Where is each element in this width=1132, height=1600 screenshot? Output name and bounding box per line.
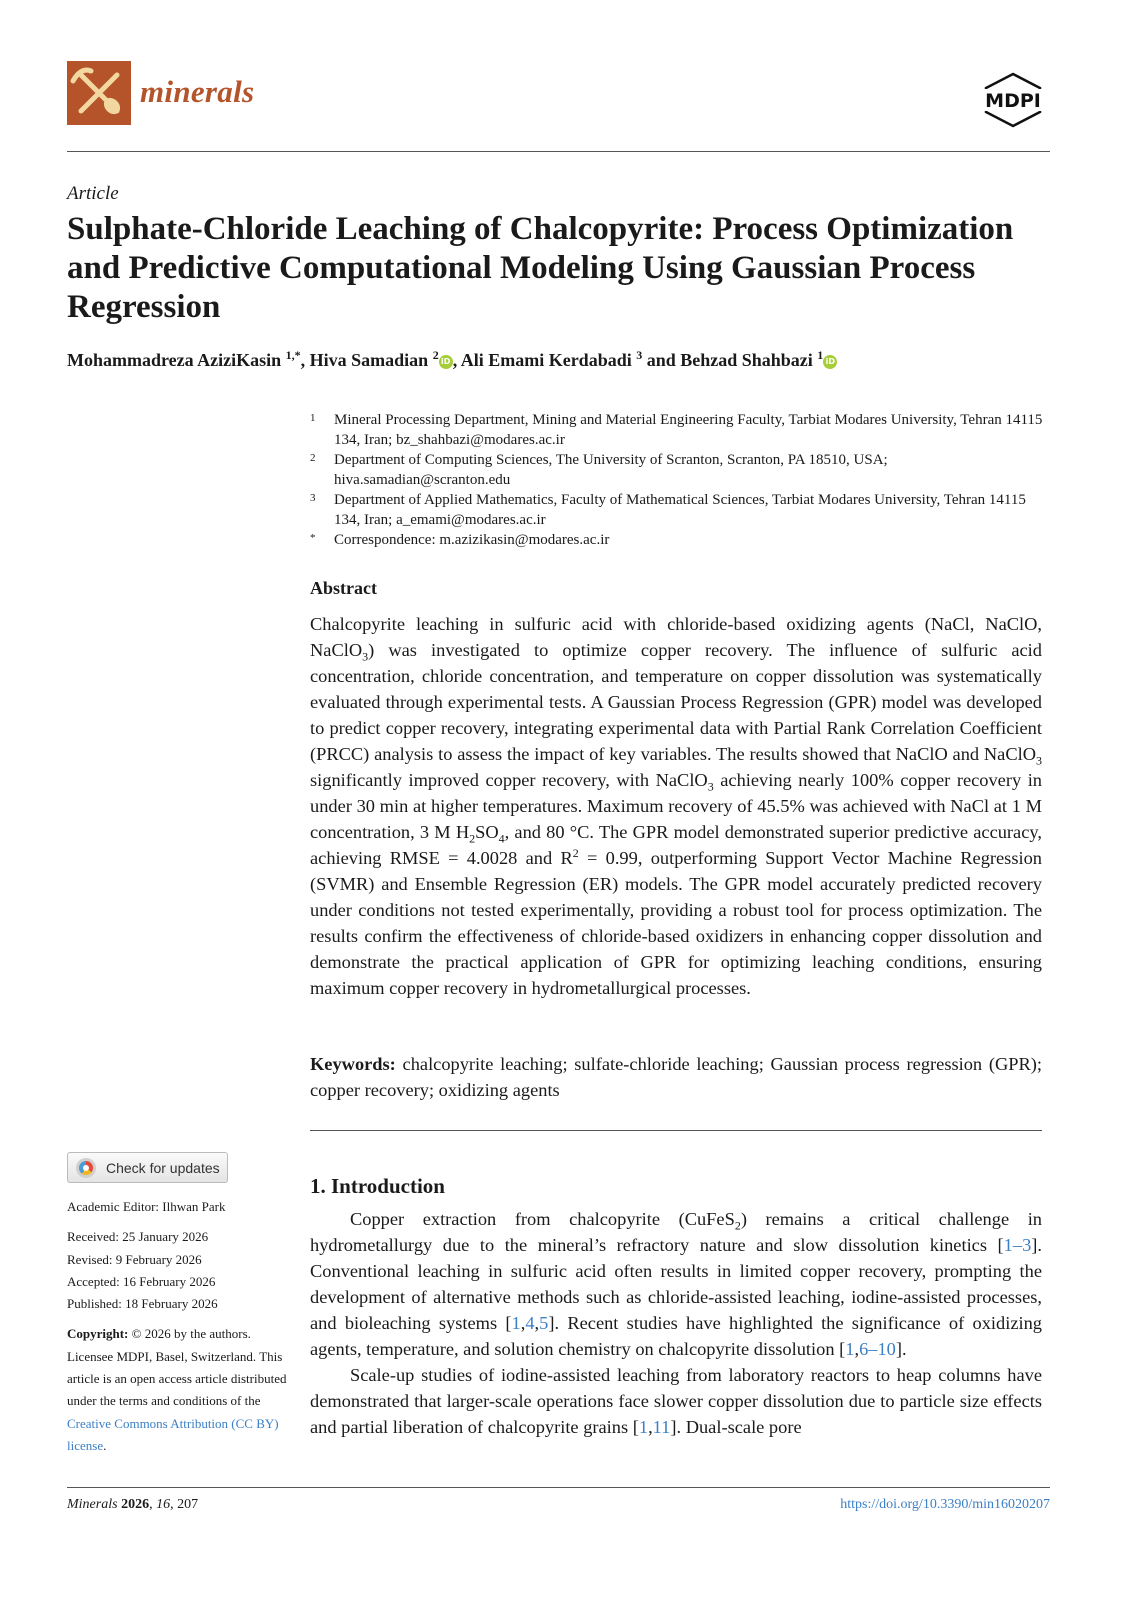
abstract-body [310, 611, 1042, 1001]
affiliation-item [310, 530, 1050, 550]
abstract-text: , and 80 °C. The GPR model demonstrated superior predictive accuracy, achieving RMSE = 4.0028 and R [310, 822, 1042, 868]
footer-journal: Minerals [67, 1497, 118, 1512]
copyright-text: © 2026 by the authors. Licensee MDPI, Basel, Switzerland. This article is an open access article distributed under the terms and conditions of the [67, 1326, 287, 1409]
correspondence-text: Correspondence: m.azizikasin@modares.ac.ir [334, 532, 610, 548]
subscript: 2 [469, 831, 476, 846]
keywords-label: Keywords: [310, 1054, 396, 1074]
citation-link[interactable]: 6–10 [859, 1339, 896, 1359]
body-text: ]. Recent studies have highlighted the significance of oxidizing agents, temperature, and solution chemistry on chalcopyrite dissolution [ [310, 1313, 1042, 1359]
affiliation-text: Department of Applied Mathematics, Faculty of Mathematical Sciences, Tarbiat Modares University, Tehran 14115 134, Iran; a_emami@modares.ac.ir [334, 492, 1026, 528]
doi-link[interactable]: https://doi.org/10.3390/min16020207 [840, 1497, 1050, 1512]
check-for-updates-label: Check for updates [106, 1159, 220, 1176]
orcid-icon[interactable]: iD [439, 355, 453, 369]
revised-date: Revised: 9 February 2026 [67, 1251, 202, 1267]
license-link[interactable]: Creative Commons Attribution (CC BY) license [67, 1415, 279, 1453]
body-text: , [854, 1339, 860, 1359]
check-for-updates-button[interactable] [67, 1152, 228, 1183]
keywords-text: chalcopyrite leaching; sulfate-chloride leaching; Gaussian process regression (GPR); copper recovery; oxidizing agents [310, 1054, 1042, 1100]
article-info-sidebar [67, 1196, 287, 1457]
author-separator: , [452, 350, 461, 370]
affiliation-mark: * [310, 532, 316, 544]
author-separator: , [300, 350, 310, 370]
publisher-logo-text: MDPI [985, 90, 1041, 112]
crossmark-icon [76, 1158, 96, 1178]
citation-link[interactable]: 1 [638, 1417, 649, 1437]
footer-article-number: 207 [177, 1497, 199, 1512]
article-type: Article [67, 183, 119, 204]
publisher-logo[interactable] [980, 72, 1046, 128]
body-text: Scale-up studies of iodine-assisted leaching from laboratory reactors to heap columns have demonstrated that larger-scale operations face slower copper dissolution due to particle size effects and partial liberation of chalcopyrite grains [ [310, 1365, 1042, 1437]
abstract-text: SO [475, 822, 499, 842]
affiliation-text: Mineral Processing Department, Mining and Material Engineering Faculty, Tarbiat Modares University, Tehran 14115 134, Iran; bz_shahbazi@modares.ac.ir [334, 412, 1043, 448]
affiliation-item [310, 450, 1050, 490]
journal-name[interactable]: minerals [140, 74, 255, 109]
affiliation-text: Department of Computing Sciences, The University of Scranton, Scranton, PA 18510, USA; hiva.samadian@scranton.edu [334, 452, 888, 488]
body-text: Copper extraction from chalcopyrite (CuFeS [350, 1209, 735, 1229]
paragraph [310, 1362, 1042, 1440]
footer-volume: 16 [156, 1497, 171, 1512]
footer-divider [67, 1487, 1050, 1488]
affiliation-item [310, 490, 1050, 530]
abstract-text: ) was investigated to optimize copper recovery. The influence of sulfuric acid concentration, chloride concentration, and temperature on copper dissolution was systematically evaluated through experimental tests. A Gaussian Process Regression (GPR) model was developed to predict copper recovery, integrating experimental data with Partial Rank Correlation Coefficient (PRCC) analysis to assess the impact of key variables. The results showed that NaClO and NaClO [310, 640, 1042, 764]
received-date: Received: 25 January 2026 [67, 1229, 209, 1245]
article-title: Sulphate-Chloride Leaching of Chalcopyrite: Process Optimization and Predictive Computational Modeling Using Gaussian Process Regression [67, 211, 1014, 325]
citation-link[interactable]: 5 [539, 1313, 549, 1333]
copyright-label: Copyright: [67, 1326, 129, 1342]
author-separator: and [642, 350, 681, 370]
superscript: 2 [572, 845, 579, 860]
author-affiliation-mark: 1,* [285, 348, 301, 362]
author-list [67, 348, 1067, 371]
footer-year: 2026 [121, 1497, 150, 1512]
subscript: 2 [734, 1218, 741, 1233]
keywords [310, 1051, 1042, 1103]
body-text: ]. Dual-scale pore [670, 1417, 802, 1437]
citation-link[interactable]: 1 [511, 1313, 521, 1333]
author-affiliation-mark: 3 [636, 348, 643, 362]
body-text: ) remains a critical challenge in hydrometallurgy due to the mineral’s refractory nature and slow dissolution kinetics [ [310, 1209, 1042, 1255]
abstract-heading: Abstract [310, 578, 377, 598]
affiliations [310, 410, 1050, 550]
abstract-text: = 0.99, outperforming Support Vector Machine Regression (SVMR) and Ensemble Regression (ER) models. The GPR model accurately predicted recovery under conditions not tested experimentally, providing a robust tool for process optimization. The results confirm the effectiveness of chloride-based oxidizers in enhancing copper dissolution and demonstrate the practical application of GPR for optimizing leaching conditions, ensuring maximum copper recovery in hydrometallurgical processes. [310, 848, 1042, 998]
copyright-notice [67, 1323, 287, 1457]
abstract-text: significantly improved copper recovery, with NaClO [310, 770, 708, 790]
citation-link[interactable]: 11 [652, 1417, 671, 1437]
author-name[interactable]: Mohammadreza AziziKasin [67, 350, 282, 370]
paragraph [310, 1206, 1042, 1362]
affiliation-item [310, 410, 1050, 450]
pick-shovel-icon [67, 61, 131, 125]
body-text: , [648, 1417, 653, 1437]
author-name[interactable]: Ali Emami Kerdabadi [460, 350, 632, 370]
affiliation-mark: 2 [310, 452, 316, 464]
subscript: 4 [498, 831, 505, 846]
introduction-heading: 1. Introduction [310, 1174, 445, 1198]
introduction-body [310, 1206, 1042, 1440]
abstract-text: achieving nearly 100% copper recovery in under 30 min at higher temperatures. Maximum recovery of 45.5% was achieved with NaCl at 1 M concentration, 3 M H [310, 770, 1043, 842]
published-date: Published: 18 February 2026 [67, 1296, 218, 1312]
header-divider [67, 151, 1050, 152]
subscript: 3 [362, 649, 369, 664]
citation-link[interactable]: 4 [525, 1313, 535, 1333]
citation-link[interactable]: 1–3 [1003, 1235, 1032, 1255]
section-divider [310, 1130, 1042, 1131]
author-affiliation-mark: 2 [432, 348, 439, 362]
affiliation-mark: 3 [310, 492, 316, 504]
body-text: , [534, 1313, 540, 1333]
journal-logo [67, 61, 131, 125]
footer-citation: Minerals 2026, 16, 207 [67, 1497, 199, 1512]
subscript: 3 [1036, 753, 1042, 768]
subscript: 3 [707, 779, 714, 794]
orcid-icon[interactable]: iD [823, 355, 837, 369]
citation-link[interactable]: 1 [845, 1339, 855, 1359]
accepted-date: Accepted: 16 February 2026 [67, 1273, 216, 1289]
academic-editor: Academic Editor: Ilhwan Park [67, 1199, 226, 1214]
author-affiliation-mark: 1 [817, 348, 824, 362]
body-text: , [520, 1313, 526, 1333]
body-text: ]. Conventional leaching in sulfuric acid often results in limited copper recovery, prompting the development of alternative methods such as chloride-assisted leaching, iodine-assisted processes, and bioleaching systems [ [310, 1235, 1042, 1333]
copyright-end: . [103, 1437, 107, 1453]
author-name[interactable]: Hiva Samadian [309, 350, 429, 370]
author-name[interactable]: Behzad Shahbazi [680, 350, 813, 370]
body-text: ]. [895, 1339, 907, 1359]
abstract-text: Chalcopyrite leaching in sulfuric acid with chloride-based oxidizing agents (NaCl, NaClO, NaClO [310, 614, 1042, 660]
affiliation-mark: 1 [310, 412, 316, 424]
